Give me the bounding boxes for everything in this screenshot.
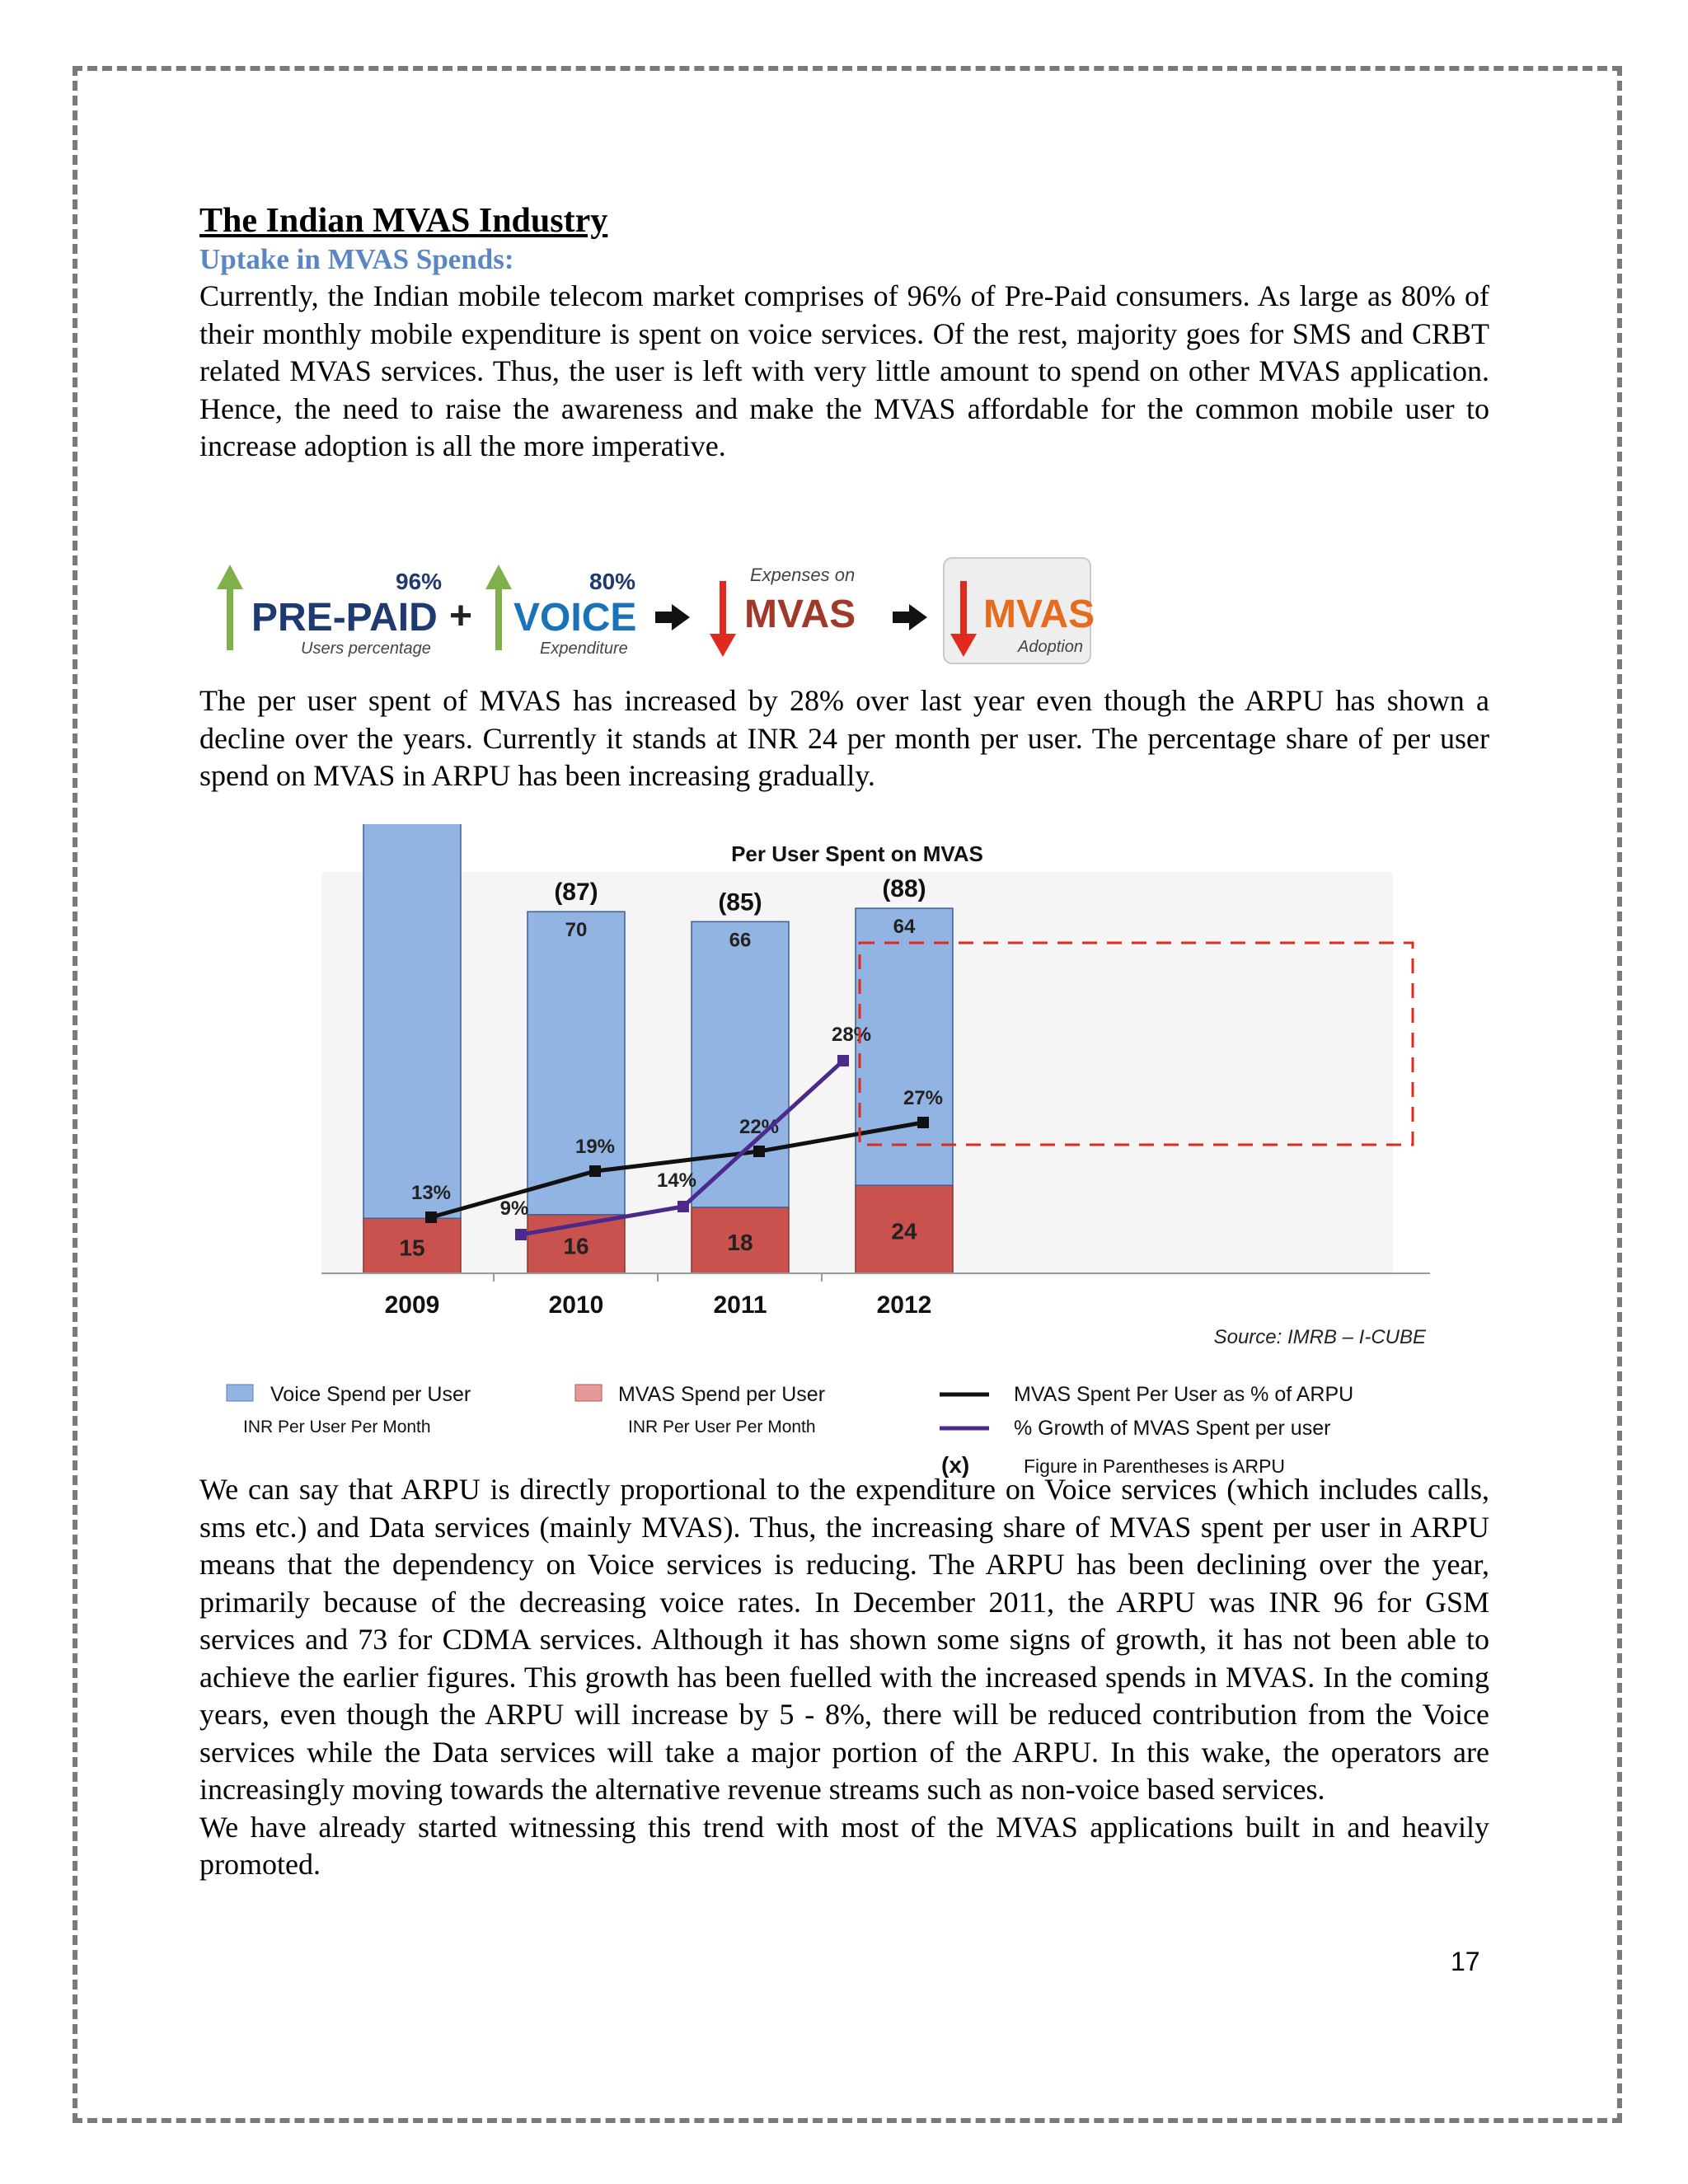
marker-growth xyxy=(837,1055,849,1066)
prepaid-percent: 96% xyxy=(396,569,443,594)
legend-growth-label: % Growth of MVAS Spent per user xyxy=(1014,1417,1331,1440)
up-arrow-icon xyxy=(217,565,243,650)
x-tick-label: 2010 xyxy=(548,1291,604,1319)
expenses-mvas-label: MVAS xyxy=(744,593,856,636)
label-arpu-pct: 27% xyxy=(903,1087,944,1109)
voice-sublabel: Expenditure xyxy=(540,640,628,658)
right-arrow-icon xyxy=(655,604,690,630)
legend-swatch-mvas xyxy=(575,1385,602,1401)
bar-mvas-value: 24 xyxy=(891,1218,917,1244)
prepaid-sublabel: Users percentage xyxy=(301,640,431,658)
bar-voice-value: 70 xyxy=(565,919,588,942)
legend-mvas-unit: INR Per User Per Month xyxy=(628,1418,816,1436)
legend-mvas-label: MVAS Spend per User xyxy=(618,1383,826,1406)
document-body xyxy=(199,200,1489,466)
bar-voice-value: 66 xyxy=(729,929,752,952)
x-tick-label: 2011 xyxy=(713,1291,767,1319)
legend-note-text: Figure in Parentheses is ARPU xyxy=(1024,1455,1286,1477)
bar-mvas-value: 16 xyxy=(563,1233,589,1259)
legend-voice-unit: INR Per User Per Month xyxy=(243,1418,431,1436)
x-tick-label: 2012 xyxy=(876,1291,932,1319)
adoption-sublabel: Adoption xyxy=(1018,638,1083,656)
legend-arpu-pct-label: MVAS Spent Per User as % of ARPU xyxy=(1014,1383,1354,1406)
up-arrow-icon xyxy=(485,565,512,650)
prepaid-label: PRE-PAID xyxy=(251,596,438,640)
expenses-on-label: Expenses on xyxy=(750,565,856,585)
label-arpu-pct: 19% xyxy=(574,1136,616,1158)
arpu-label: (88) xyxy=(882,875,926,903)
mvas-adoption-box xyxy=(944,558,1095,663)
paragraph-block-2 xyxy=(199,682,1489,795)
bar-mvas-value: 18 xyxy=(727,1229,753,1255)
label-arpu-pct: 13% xyxy=(410,1182,452,1204)
voice-label: VOICE xyxy=(513,596,637,640)
chart-source: Source: IMRB – I-CUBE xyxy=(1213,1326,1426,1348)
arpu-label: (87) xyxy=(554,879,598,907)
bar-voice-2011 xyxy=(692,921,789,1207)
marker-arpu-pct xyxy=(589,1165,601,1177)
paragraph-per-user-spent: The per user spent of MVAS has increased by 28% over last year even though the ARPU has shown a decline over the years. Currently it stands at INR 24 per month per user. The percentage share of per user spend on MVAS in ARPU has been increasing gradually. xyxy=(199,684,1489,792)
x-tick-label: 2009 xyxy=(384,1291,440,1319)
mvas-flow-diagram xyxy=(210,548,1129,672)
label-growth: 9% xyxy=(499,1197,529,1220)
down-arrow-icon xyxy=(710,581,736,657)
legend-note-symbol: (x) xyxy=(941,1452,970,1478)
paragraph-arpu: We can say that ARPU is directly proportional to the expenditure on Voice services (which includes calls, sms etc.) and Data services (mainly MVAS). Thus, the increasing share of MVAS spent per user in ARPU means that the dependency on Voice services is reducing. The ARPU has been declining over the year, primarily because of the decreasing voice rates. In December 2011, the ARPU was INR 96 for GSM services and 73 for CDMA services. Although it has shown some signs of growth, it has not been able to achieve the earlier figures. This growth has been fuelled with the increased spends in MVAS. In the coming years, even though the ARPU will increase by 5 - 8%, there will be reduced contribution from the Voice services while the Data services will take a major portion of the ARPU. In this wake, the operators are increasingly moving towards the alternative revenue streams such as non-voice based services. xyxy=(199,1473,1489,1806)
label-growth: 14% xyxy=(656,1169,697,1192)
label-growth: 28% xyxy=(831,1024,872,1046)
legend-swatch-voice xyxy=(227,1385,253,1401)
paragraph-intro: Currently, the Indian mobile telecom market comprises of 96% of Pre-Paid consumers. As large as 80% of their monthly mobile expenditure is spent on voice services. Of the rest, majority goes for SMS and CRBT related MVAS services. Thus, the user is left with very little amount to spend on other MVAS application. Hence, the need to raise the awareness and make the MVAS affordable for the common mobile user to increase adoption is all the more imperative. xyxy=(199,279,1489,462)
chart-legend xyxy=(227,1383,1353,1478)
marker-growth xyxy=(678,1201,689,1212)
marker-arpu-pct xyxy=(917,1117,929,1128)
legend-voice-label: Voice Spend per User xyxy=(270,1383,471,1406)
page-title: The Indian MVAS Industry xyxy=(199,202,608,240)
marker-arpu-pct xyxy=(753,1146,765,1157)
right-arrow-icon xyxy=(893,604,927,630)
voice-percent: 80% xyxy=(589,569,636,594)
page-number: 17 xyxy=(1451,1947,1480,1976)
adoption-mvas-label: MVAS xyxy=(983,593,1095,636)
marker-arpu-pct xyxy=(425,1212,437,1223)
label-arpu-pct: 22% xyxy=(738,1116,780,1138)
bar-voice-value: 64 xyxy=(893,916,916,939)
plus-sign: + xyxy=(449,594,473,638)
section-subtitle: Uptake in MVAS Spends: xyxy=(199,243,514,275)
per-user-spent-chart xyxy=(214,824,1500,1479)
bar-mvas-value: 15 xyxy=(399,1235,425,1261)
arpu-label: (85) xyxy=(718,888,762,916)
chart-title: Per User Spent on MVAS xyxy=(731,841,983,866)
paragraph-block-3 xyxy=(199,1471,1489,1884)
marker-growth xyxy=(515,1229,527,1240)
bar-voice-2009 xyxy=(363,824,461,1218)
paragraph-trend: We have already started witnessing this trend with most of the MVAS applications built in and heavily promoted. xyxy=(199,1810,1489,1881)
